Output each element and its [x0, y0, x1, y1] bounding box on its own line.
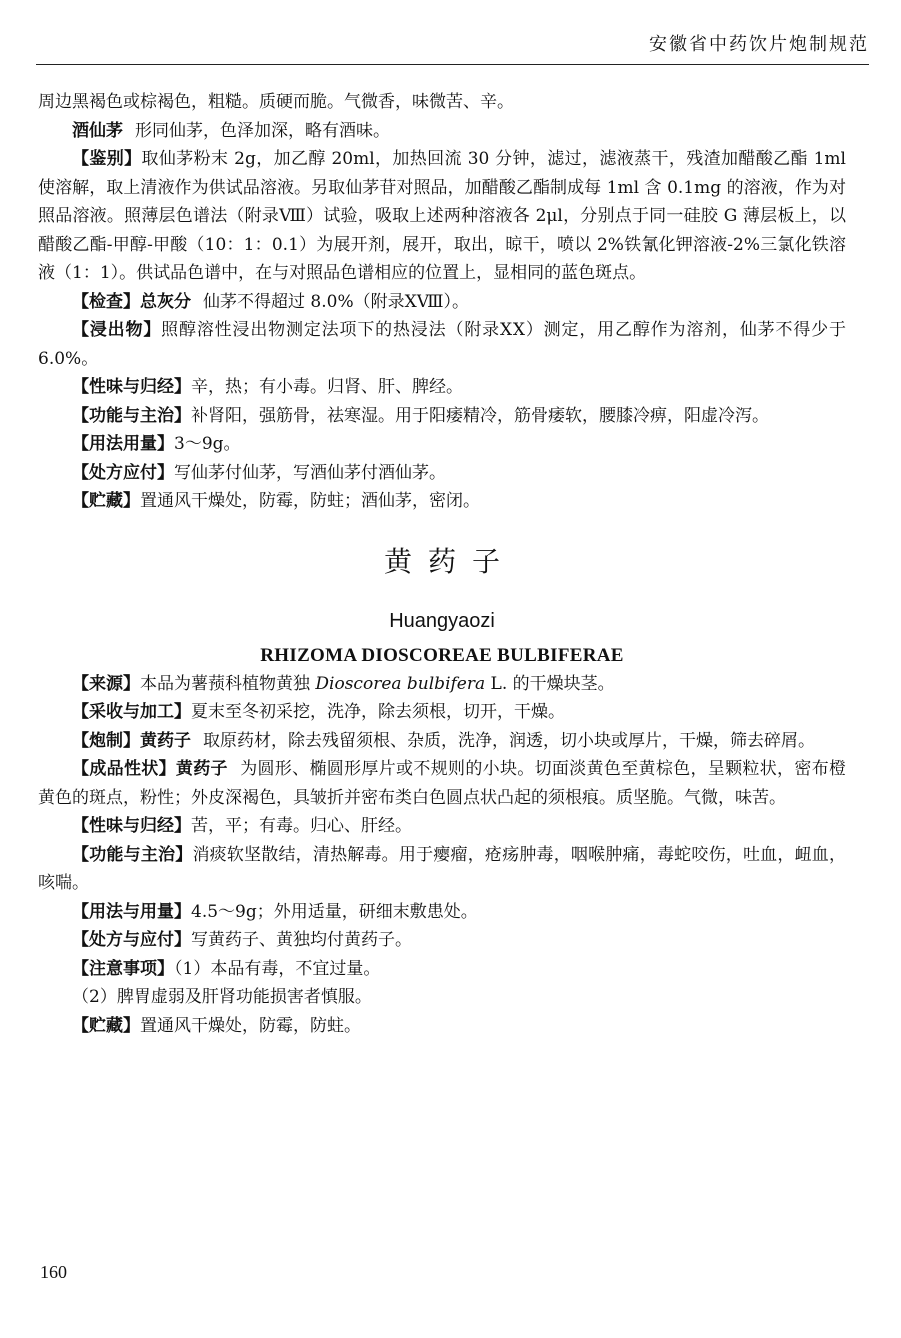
- page-content: [38, 88, 846, 1040]
- harvest-label: 【采收与加工】: [72, 702, 191, 722]
- function-text: 补肾阳，强筋骨，祛寒湿。用于阳痿精冷，筋骨痿软，腰膝冷痹，阳虚冷泻。: [191, 405, 769, 426]
- inspection-paragraph: [38, 288, 846, 317]
- huangyaozi-storage-paragraph: [38, 1012, 846, 1041]
- jiu-xianmao-label: 酒仙茅: [72, 120, 123, 141]
- function-label: 【功能与主治】: [72, 405, 191, 426]
- harvest-text: 夏末至冬初采挖，洗净，除去须根，切开，干燥。: [191, 702, 565, 722]
- storage-text: 置通风干燥处，防霉，防蛀；酒仙茅，密闭。: [140, 491, 480, 511]
- source-paragraph: [38, 670, 846, 699]
- precautions-paragraph-2: （2）脾胃虚弱及肝肾功能损害者慎服。: [72, 987, 372, 1007]
- xianmao-nature-paragraph: [38, 373, 846, 402]
- xianmao-dosage-paragraph: [38, 430, 846, 459]
- identification-label: 【鉴别】: [72, 149, 142, 169]
- characteristics-text: 为圆形、椭圆形厚片或不规则的小块。切面淡黄色至黄棕色，呈颗粒状，密布橙黄色的斑点，粉性；外皮深褐色，具皱折并密布类白色圆点状凸起的须根痕。质坚脆。气微，味苦。: [38, 759, 847, 808]
- huangyaozi-dosage-paragraph: [38, 898, 846, 927]
- inspection-label: 【检查】总灰分: [72, 291, 191, 312]
- storage-text: 置通风干燥处，防霉，防蛀。: [140, 1015, 361, 1036]
- prescription-label: 【处方应付】: [72, 462, 174, 483]
- source-label: 【来源】: [72, 673, 140, 694]
- inspection-text: 仙茅不得超过 8.0%（附录ⅩⅧ）。: [203, 291, 469, 312]
- processing-paragraph: [38, 727, 846, 756]
- xianmao-function-paragraph: [38, 402, 846, 431]
- dosage-text: 4.5～9g；外用适量，研细末敷患处。: [191, 901, 478, 922]
- function-text: 消痰软坚散结，清热解毒。用于瘿瘤，疮疡肿毒，咽喉肿痛，毒蛇咬伤，吐血，衄血，咳喘。: [38, 844, 847, 893]
- prescription-text: 写黄药子、黄独均付黄药子。: [191, 930, 412, 950]
- storage-label: 【贮藏】: [72, 491, 140, 511]
- processing-label: 【炮制】黄药子: [72, 730, 191, 751]
- extract-text: 照醇溶性浸出物测定法项下的热浸法（附录ⅩⅩ）测定，用乙醇作为溶剂，仙茅不得少于 6.0%。: [38, 320, 846, 369]
- xianmao-prescription-paragraph: [38, 459, 846, 488]
- dosage-text: 3～9g。: [174, 434, 241, 454]
- harvest-paragraph: [38, 698, 846, 727]
- extract-label: 【浸出物】: [72, 320, 162, 340]
- storage-label: 【贮藏】: [72, 1015, 140, 1036]
- characteristics-paragraph: [38, 755, 846, 812]
- prescription-text: 写仙茅付仙茅，写酒仙茅付酒仙茅。: [174, 462, 446, 483]
- characteristics-label: 【成品性状】黄药子: [72, 759, 228, 779]
- extract-paragraph: [38, 316, 846, 373]
- huangyaozi-prescription-paragraph: [38, 926, 846, 955]
- xianmao-storage-paragraph: [38, 487, 846, 516]
- precautions-label: 【注意事项】: [72, 958, 174, 979]
- huangyaozi-function-paragraph: [38, 841, 846, 898]
- precautions-text-1: （1）本品有毒，不宜过量。: [174, 958, 381, 979]
- prescription-label: 【处方与应付】: [72, 930, 191, 950]
- latin-name: RHIZOMA DIOSCOREAE BULBIFERAE: [260, 644, 624, 666]
- huangyaozi-nature-paragraph: [38, 812, 846, 841]
- nature-text: 苦，平；有毒。归心、肝经。: [191, 816, 412, 836]
- pinyin-name: Huangyaozi: [389, 609, 495, 632]
- xianmao-description-continued: 周边黑褐色或棕褐色，粗糙。质硬而脆。气微香，味微苦、辛。: [38, 92, 514, 112]
- identification-text: 取仙茅粉末 2g，加乙醇 20ml，加热回流 30 分钟，滤过，滤液蒸干，残渣加醋酸乙酯 1ml 使溶解，取上清液作为供试品溶液。另取仙茅苷对照品，加醋酸乙酯制成每 1ml 含 0.1mg 的溶液，作为对照品溶液。照薄层色谱法（附录Ⅷ）试验，吸取上述两种溶液各 2μl，分别点于同一硅胶 G 薄层板上，以醋酸乙酯-甲醇-甲酸（10：1：0.1）为展开剂，展开，取出，晾干，喷以 2%铁氰化钾溶液-2%三氯化铁溶液（1：1）。供试品色谱中，在与对照品色谱相应的位置上，显相同的蓝色斑点。: [38, 149, 846, 283]
- monograph-title: 黄药子: [383, 544, 516, 578]
- nature-label: 【性味与归经】: [72, 377, 191, 397]
- page-number: 160: [40, 1262, 67, 1282]
- jiu-xianmao-paragraph: [38, 117, 846, 146]
- processing-text: 取原药材，除去残留须根、杂质，洗净，润透，切小块或厚片，干燥，筛去碎屑。: [203, 730, 815, 751]
- dosage-label: 【用法用量】: [72, 434, 174, 454]
- nature-label: 【性味与归经】: [72, 816, 191, 836]
- dosage-label: 【用法与用量】: [72, 901, 191, 922]
- source-text-start: 本品为薯蓣科植物黄独: [140, 673, 316, 694]
- species-name: Dioscorea bulbifera: [315, 673, 486, 694]
- header-rule: [36, 64, 869, 65]
- jiu-xianmao-text: 形同仙茅，色泽加深，略有酒味。: [135, 120, 390, 141]
- nature-text: 辛，热；有小毒。归肾、肝、脾经。: [191, 377, 463, 397]
- precautions-paragraph: [38, 955, 846, 984]
- source-text-end: L. 的干燥块茎。: [485, 673, 615, 694]
- running-header: 安徽省中药饮片炮制规范: [649, 34, 869, 55]
- identification-paragraph: [38, 145, 846, 288]
- function-label: 【功能与主治】: [72, 844, 193, 865]
